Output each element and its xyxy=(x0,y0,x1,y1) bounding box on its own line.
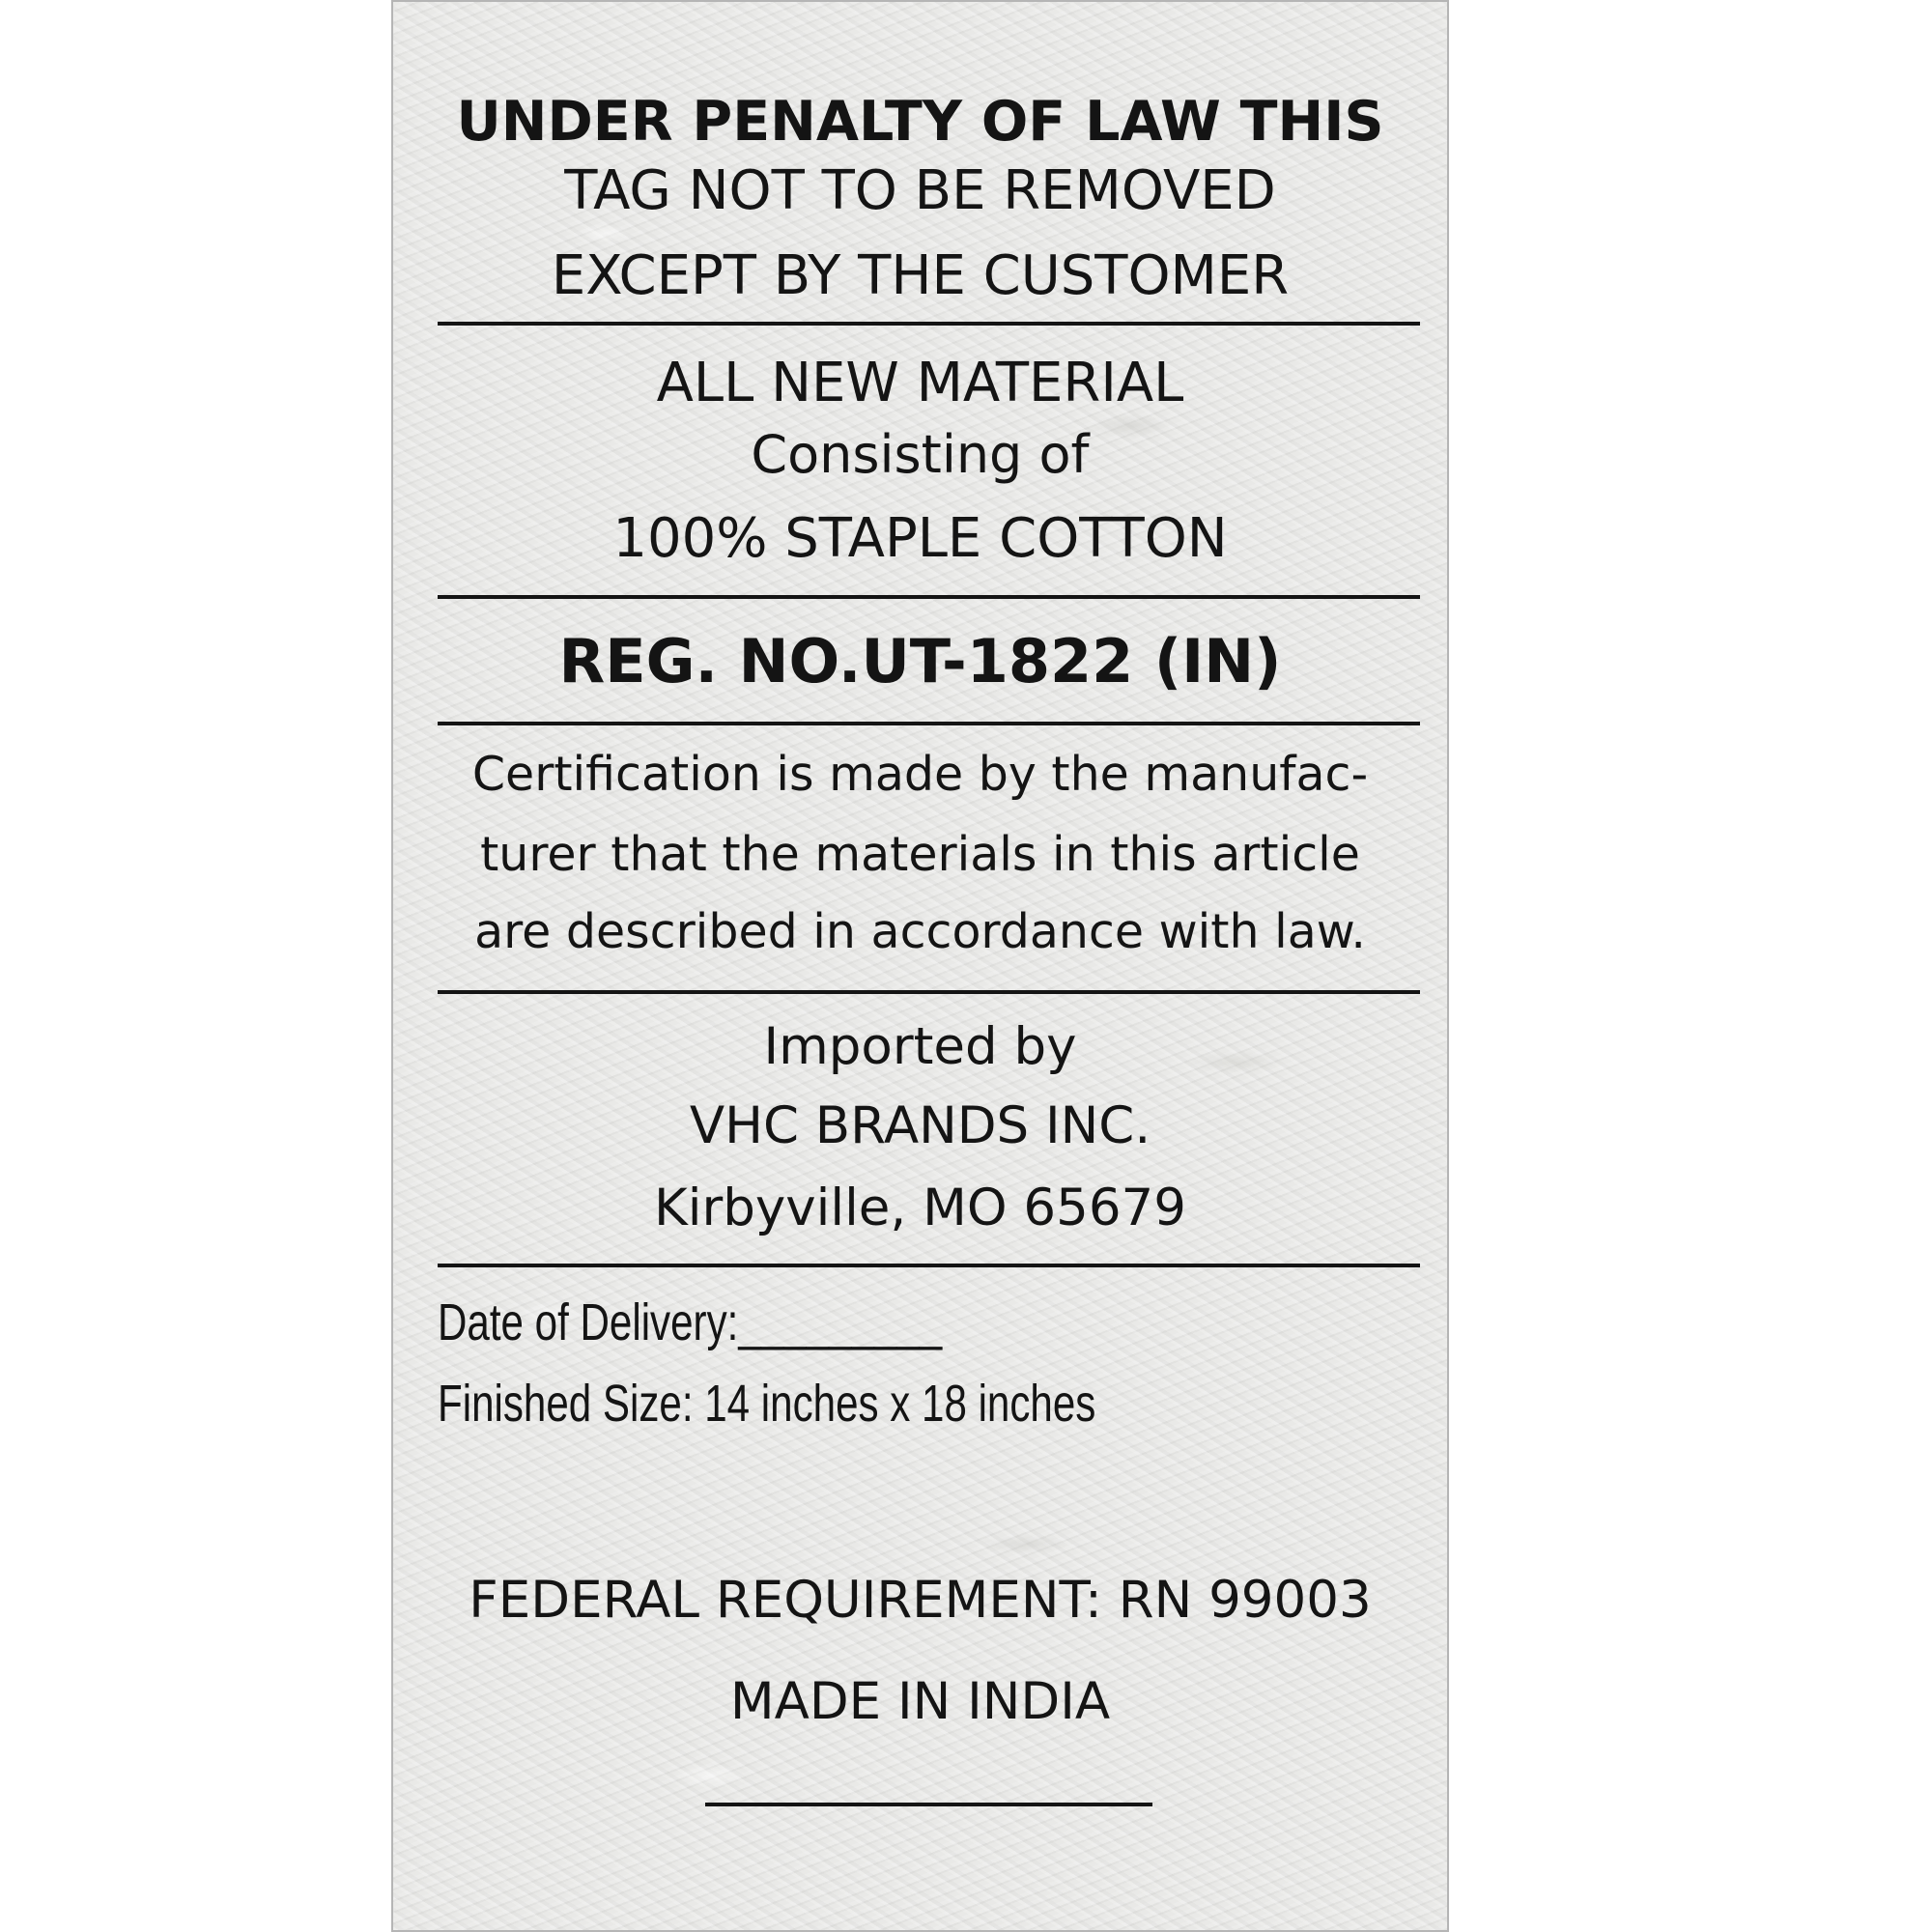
warning-line-1: UNDER PENALTY OF LAW THIS xyxy=(456,90,1384,154)
warning-line-2: TAG NOT TO BE REMOVED xyxy=(564,159,1276,222)
importer-address: Kirbyville, MO 65679 xyxy=(653,1179,1186,1237)
certification-line-1: Certification is made by the manufac- xyxy=(471,747,1369,802)
importer-label: Imported by xyxy=(763,1017,1077,1076)
certification-line-2: turer that the materials in this article xyxy=(480,827,1360,882)
divider xyxy=(438,322,1420,326)
registration-number: REG. NO.UT-1822 (IN) xyxy=(558,626,1282,696)
divider xyxy=(438,722,1420,725)
divider xyxy=(438,990,1420,994)
certification-line-3: are described in accordance with law. xyxy=(474,904,1366,959)
bottom-rule xyxy=(705,1803,1152,1806)
warning-line-3: EXCEPT BY THE CUSTOMER xyxy=(551,244,1290,307)
law-label-tag xyxy=(391,0,1449,1932)
material-line-3: 100% STAPLE COTTON xyxy=(612,507,1228,570)
importer-name: VHC BRANDS INC. xyxy=(689,1096,1151,1155)
finished-size: Finished Size: 14 inches x 18 inches xyxy=(438,1375,1096,1433)
country-of-origin: MADE IN INDIA xyxy=(729,1672,1111,1731)
delivery-date-field: Date of Delivery:_________ xyxy=(438,1293,943,1351)
material-line-2: Consisting of xyxy=(751,424,1090,485)
divider xyxy=(438,595,1420,599)
federal-requirement: FEDERAL REQUIREMENT: RN 99003 xyxy=(469,1571,1372,1630)
divider xyxy=(438,1264,1420,1267)
material-line-1: ALL NEW MATERIAL xyxy=(656,352,1184,414)
